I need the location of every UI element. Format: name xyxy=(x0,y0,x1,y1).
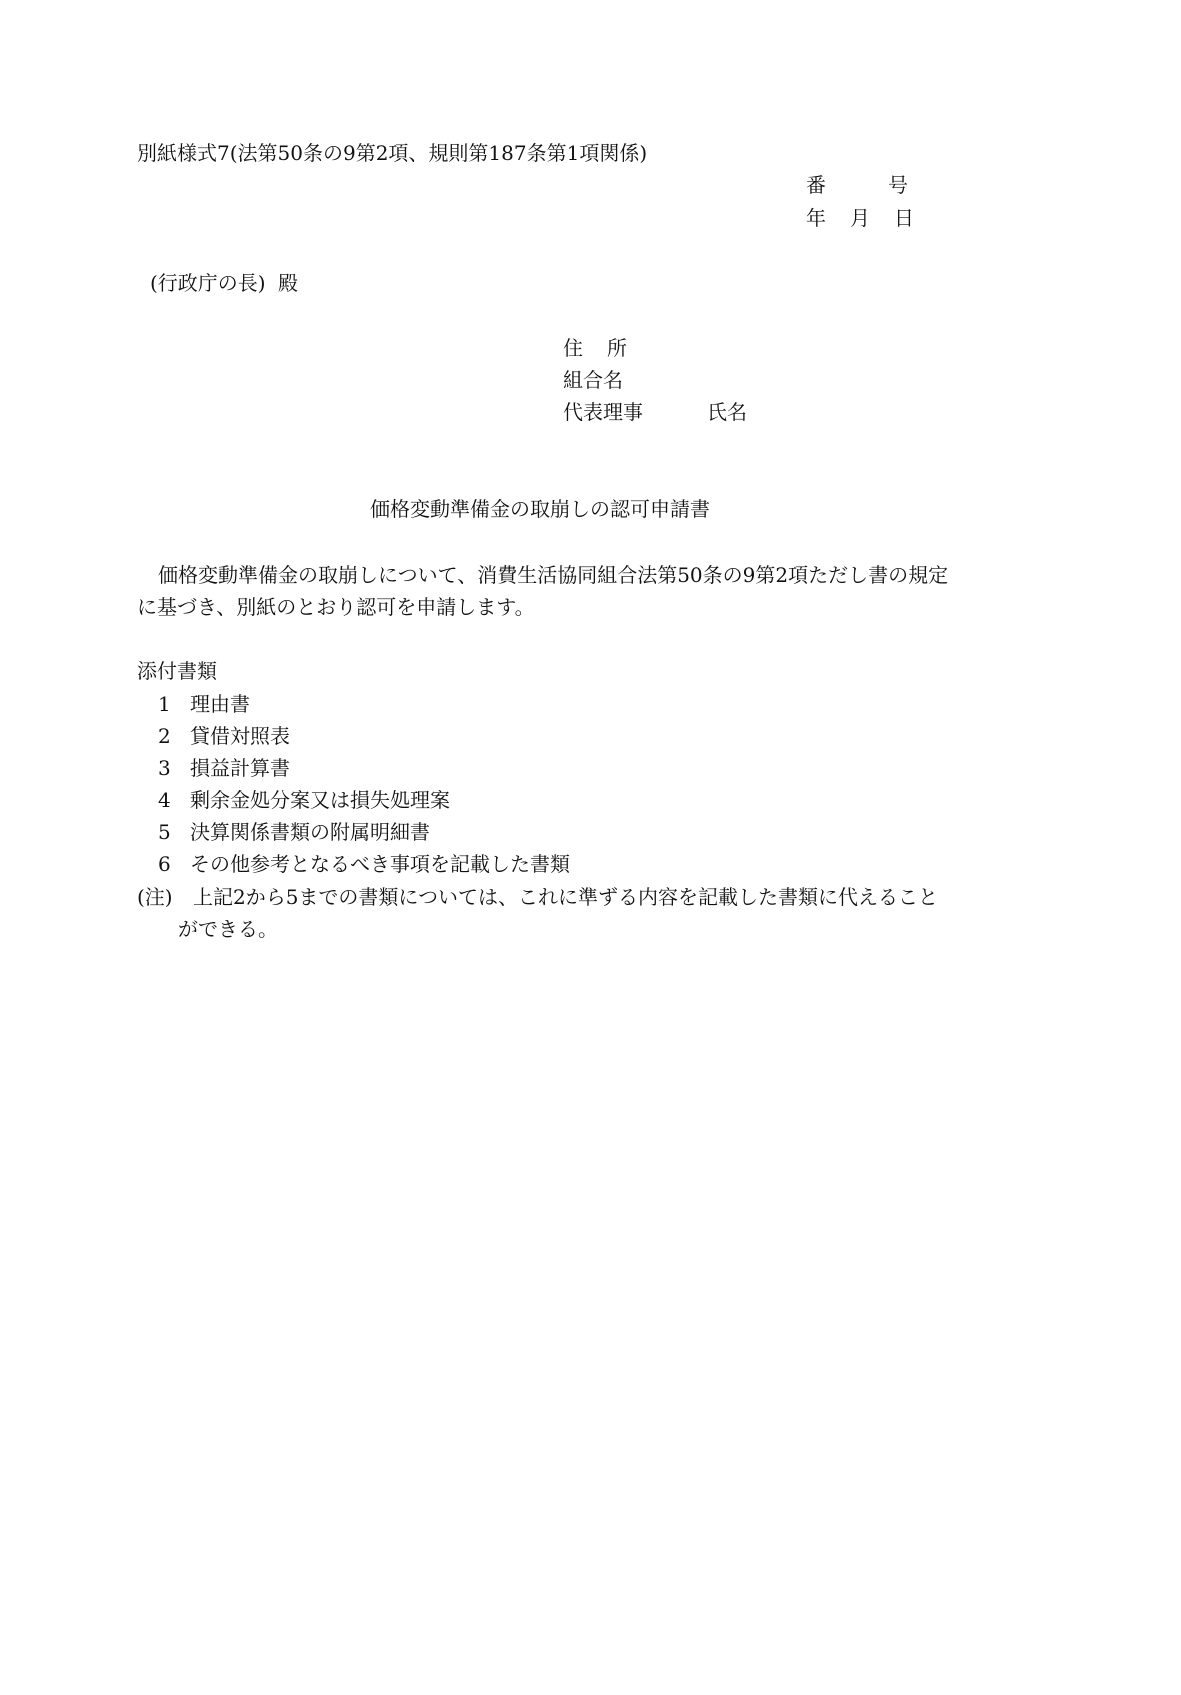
form-label: 別紙様式7(法第50条の9第2項、規則第187条第1項関係) xyxy=(137,141,648,165)
note-line-1 xyxy=(137,887,938,907)
addressee xyxy=(150,273,298,293)
attachment-label: 決算関係書類の附属明細書 xyxy=(190,820,430,844)
attachment-number: 2 xyxy=(158,724,171,748)
attachment-item xyxy=(158,822,430,842)
note-text-1: 上記2から5までの書類については、これに準ずる内容を記載した書類に代えること xyxy=(192,885,939,909)
name-label: 氏名 xyxy=(707,400,747,424)
applicant-address xyxy=(563,338,627,358)
date-day: 日 xyxy=(894,206,914,230)
document-number xyxy=(806,175,908,195)
attachment-item xyxy=(158,790,450,810)
attachment-label: 剰余金処分案又は損失処理案 xyxy=(190,788,450,812)
attachment-item xyxy=(158,694,250,714)
document-date xyxy=(806,208,914,228)
note-line-2: ができる。 xyxy=(178,917,278,941)
attachment-label: その他参考となるべき事項を記載した書類 xyxy=(190,852,570,876)
addressee-honorific: 殿 xyxy=(277,271,298,295)
attachment-number: 1 xyxy=(158,692,171,716)
attachment-number: 4 xyxy=(158,788,171,812)
representative-label: 代表理事 xyxy=(563,400,643,424)
attachment-number: 3 xyxy=(158,756,171,780)
attachment-item xyxy=(158,758,290,778)
body-line-2: に基づき、別紙のとおり認可を申請します。 xyxy=(137,595,535,619)
attachment-item xyxy=(158,726,290,746)
number-label-go: 号 xyxy=(888,173,908,197)
body-line-1: 価格変動準備金の取崩しについて、消費生活協同組合法第50条の9第2項ただし書の規定 xyxy=(158,563,949,587)
document-title: 価格変動準備金の取崩しの認可申請書 xyxy=(370,497,710,521)
addressee-text: (行政庁の長) xyxy=(150,271,266,295)
applicant-union-name: 組合名 xyxy=(563,368,623,392)
attachment-number: 5 xyxy=(158,820,171,844)
note-marker: (注) xyxy=(137,885,173,909)
address-label-1: 住 xyxy=(563,336,583,360)
attachment-number: 6 xyxy=(158,852,171,876)
attachment-label: 損益計算書 xyxy=(190,756,290,780)
applicant-representative xyxy=(563,402,747,422)
number-label-ban: 番 xyxy=(806,173,826,197)
attachment-label: 貸借対照表 xyxy=(190,724,290,748)
attachments-heading: 添付書類 xyxy=(137,659,217,683)
date-month: 月 xyxy=(850,206,870,230)
attachment-item xyxy=(158,854,570,874)
attachment-label: 理由書 xyxy=(190,692,250,716)
date-year: 年 xyxy=(806,206,826,230)
address-label-2: 所 xyxy=(607,336,627,360)
